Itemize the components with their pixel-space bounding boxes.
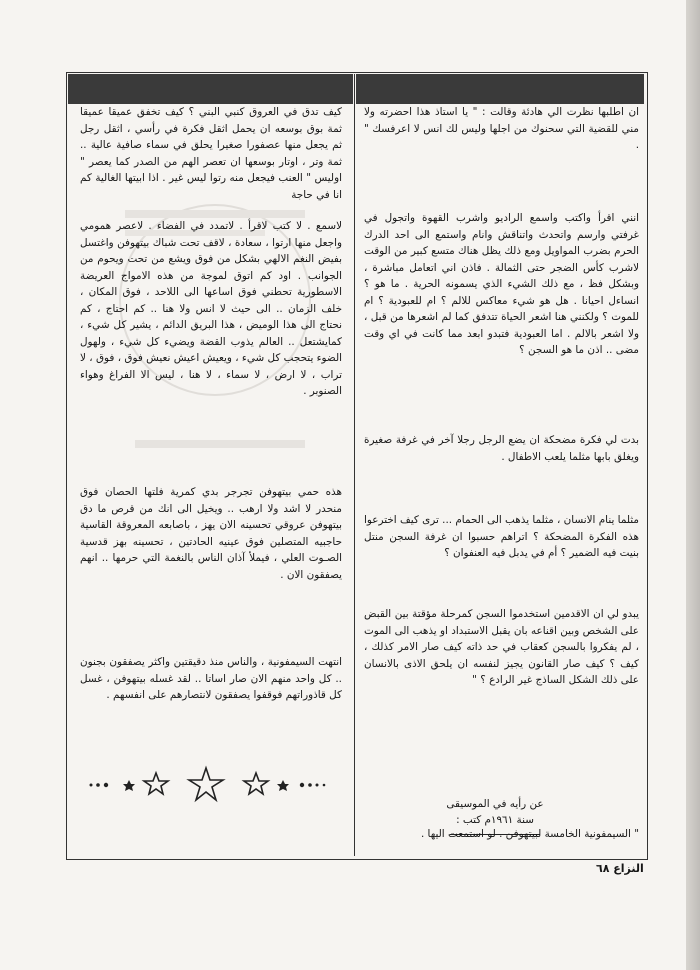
right-paragraph-1: ان اطلبها نظرت الي هادئة وقالت : " يا استاذ هذا احضرته ولا مني للقضية التي سحنوك من اجلها وليس لك انس لا اعرفسك " .: [364, 106, 639, 151]
left-paragraph-4: انتهت السيمفونية ، والناس منذ دقيقتين واكثر يصفقون بجنون .. كل واحد منهم الان صار اساتا .. لقد غسله بيتهوفن ، غسل كل قاذوراتهم فوقفوا يصفقون لانتصارهم على انفسهم .: [80, 656, 342, 701]
left-column-block-2: [80, 218, 342, 400]
right-paragraph-3: بدت لي فكرة مضحكة ان يضع الرجل رجلا آخر في غرفة صغيرة ويغلق بابها مثلما يلعب الاطفال .: [364, 434, 639, 463]
binding-gutter: [686, 0, 700, 970]
right-column-block-4: [364, 512, 639, 562]
left-paragraph-2: لاسمع . لا كتب لاقرأ . لاتمدد في الفضاء . لاعصر همومي واجعل منها ارتوا ، سعادة ، لاقف تحت شباك بيتهوفن واغتسل بفيض النغم الالهي بشكل من فوق ويشع من تحت ويحوم من الجوانب . اود كم اتوق لموجة من هذه الامواج العريضة الاسطورية تحطني فوق اساعها الى اللاحد ، فوق المكان ، خلف الزمان .. الى حيث لا انس ولا هنا .. كم احتاج ، كم نحتاج الى هذا الوميض ، هذا البريق الدائم ، يشير كل شيء ، كمايشتعل .. العالم يذوب القضة ويضيء كل شيء ، ولهول الضوء يتحجب كل شيء ، ويعيش اعيش نعيش فوق ، فوق ، لا تراب ، لا ارض ، لا سماء ، لا هنا ، ليس الا الفراغ وهواء الصنوبر .: [80, 220, 342, 397]
left-column-block-4: [80, 654, 342, 704]
left-paragraph-3: هذه حمي بيتهوفن تجرجر بدي كمرية فلتها الحصان فوق منحدر لا اشد ولا ارهب .. ويخيل الى انك من قرص ما دق بيتهوفن عروقي تحسينه الان يهز ، باصابعه المعروقة القاسية حاجبيه المتصلين فوق عينيه الحادتين ، تحسينه بهز قدسية الصـوت العلي ، فيملأ آذان الناس بالنغمة التي حرمها .. انهم يصفقون الان .: [80, 486, 342, 581]
credit-line-1: عن رأيه في الموسيقى: [446, 798, 544, 810]
star-icon-medium-left: [144, 773, 168, 794]
star-icon-medium-right: [244, 773, 268, 794]
right-column-block-5: [364, 606, 639, 689]
credit-line-2: سنة ١٩٦١م كتب :: [456, 814, 534, 826]
right-column: [364, 104, 639, 154]
left-column-block-3: [80, 484, 342, 583]
left-column: [80, 104, 342, 203]
star-icon-small-right: [277, 780, 289, 791]
header-bar-left: [68, 74, 353, 104]
right-column-block-2: [364, 210, 639, 359]
right-paragraph-5: يبدو لي ان الاقدمين استخدموا السجن كمرحلة مؤقتة بين القبض على الشخص وبين اقناعه بان يقبل الاستبداد او يذهب الى الموت ، لم يفكروا بالسجن كعقاب في حد ذاته كيف صار الامر كذلك ، كيف ؟ كيف صار القانون يجيز لنفسه ان يلحق الاذى بالانسان على ذلك الشكل الساذج غير الرادع ؟ ": [364, 608, 639, 686]
header-bar-right: [356, 74, 644, 104]
column-divider: [354, 74, 355, 856]
footnote: " السيمفونية الخامسة لبيتهوفن . لو استمعت اليها .: [420, 828, 639, 840]
star-icon-large: [189, 768, 223, 800]
right-paragraph-2: انني اقرأ واكتب واسمع الراديو واشرب القهوة واتجول في غرفتي وارسم واتحدث واتناقش وانام واستمع الى احد الدرك الحرم بضرب المواويل ومع ذلك يظل هناك متسع كبير من الوقت لاشرب كأس الضجر حتى الثمالة . فاذن اني اتعامل مباشرة ، وبشكل فظ ، مع ذلك الشيء الذي يسمونه الحرية . ما هو ؟ انساءل احيانا . هل هو شيء معاكس للالم ؟ ام للعبودية ؟ ام للموت ؟ ولكنني هنا اشعر الحياة تتدفق كما لم اشعرها من قبل ، ولا اشعر بالالم . اما العبودية فتبدو ابعد مما كانت في اي وقت مضى .. اذن ما هو السجن ؟: [364, 212, 639, 356]
right-paragraph-4: مثلما ينام الانسان ، مثلما يذهب الى الحمام ... ترى كيف اخترعوا هذه الفكرة المضحكة ؟ اتراهم حسبوا ان غرفة السجن منتل بنيت فيه الضمير ؟ أم في يدبل فيه العنفوان ؟: [364, 514, 639, 559]
left-paragraph-1: كيف تدق في العروق كنبي البني ؟ كيف تخفق عميقا عميقا ثمة بوق بوسعه ان يحمل اثقل فكرة في رأسي ، اثقل رجل ثم يجعل منها عصفورا صغيرا يحلق في سماء صافية عالية .. ثمة وتر ، اوتار بوسعها ان تعصر الهم من الصدر كما يعصر " اوليس " العنب فيجعل منه رتوا ليس غير . اذا ابيتها الغالية كم انا في حاجة: [80, 106, 342, 201]
right-column-block-3: [364, 432, 639, 465]
star-icon-small-left: [123, 780, 135, 791]
page-number: النزاع ٦٨: [596, 862, 644, 875]
star-ornament: [84, 765, 344, 805]
